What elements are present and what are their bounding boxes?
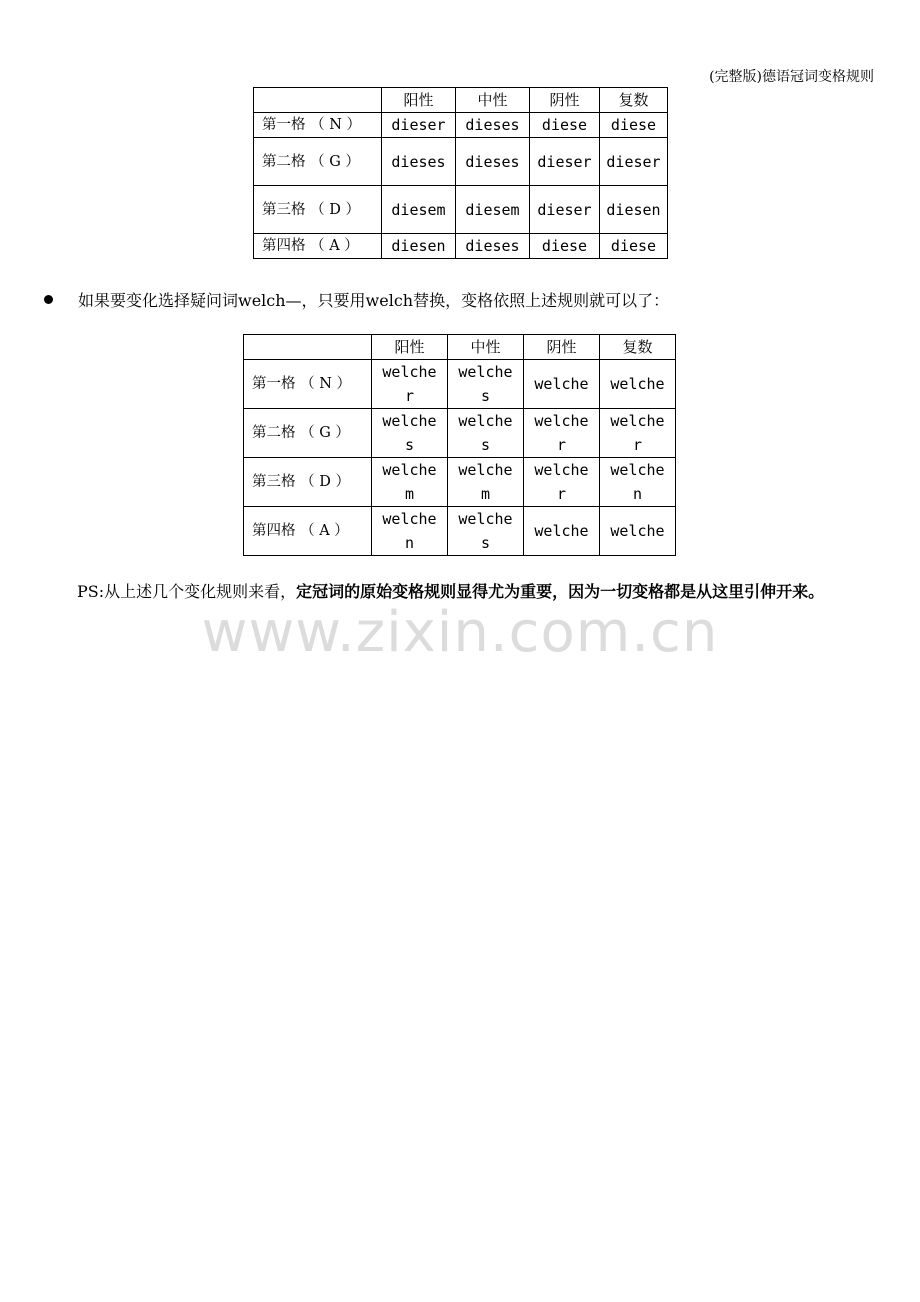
column-header-neuter: 中性 (448, 335, 524, 360)
table-cell: welches (372, 409, 448, 458)
bullet-text: 如果要变化选择疑问词welch—，只要用welch替换，变格依照上述规则就可以了： (78, 291, 670, 310)
table-row (244, 507, 676, 556)
row-label-dative: 第三格 （ D ） (244, 458, 372, 507)
column-header-plural: 复数 (600, 335, 676, 360)
table-cell: diesen (382, 234, 456, 259)
ps-note-prefix: PS:从上述几个变化规则来看， (77, 582, 297, 601)
table-cell: welche (600, 507, 676, 556)
column-header-masculine: 阳性 (372, 335, 448, 360)
table-cell: welcher (600, 409, 676, 458)
row-label-nominative: 第一格 （ N ） (254, 113, 382, 138)
table-cell: welcher (524, 458, 600, 507)
table-cell: diese (530, 113, 600, 138)
column-header-feminine: 阴性 (530, 88, 600, 113)
table-row (254, 113, 668, 138)
table-cell: welcher (524, 409, 600, 458)
column-header-masculine: 阳性 (382, 88, 456, 113)
column-header-plural: 复数 (600, 88, 668, 113)
row-label-genitive: 第二格 （ G ） (244, 409, 372, 458)
table-cell: dieses (456, 113, 530, 138)
dieser-declension-table (253, 87, 668, 259)
row-label-accusative: 第四格 （ A ） (244, 507, 372, 556)
table-cell: diese (530, 234, 600, 259)
bullet-paragraph (44, 288, 669, 311)
table-cell: welcher (372, 360, 448, 409)
table-header-row (254, 88, 668, 113)
table-header-row (244, 335, 676, 360)
table-cell: welchen (600, 458, 676, 507)
ps-note-bold: 定冠词的原始变格规则显得尤为重要，因为一切变格都是从这里引伸开来。 (296, 582, 825, 601)
row-label-accusative: 第四格 （ A ） (254, 234, 382, 259)
table-cell: diesem (456, 186, 530, 234)
table-cell: welche (524, 507, 600, 556)
table-row (244, 360, 676, 409)
bullet-icon (44, 295, 53, 304)
table-cell: dieses (456, 138, 530, 186)
table-row (254, 138, 668, 186)
column-header-neuter: 中性 (456, 88, 530, 113)
page-header-title: (完整版)德语冠词变格规则 (709, 69, 874, 85)
table-cell: diesem (382, 186, 456, 234)
table-cell: welches (448, 360, 524, 409)
table-row (244, 409, 676, 458)
table-row (254, 186, 668, 234)
watermark: www.zixin.com.cn (201, 600, 719, 665)
welcher-declension-table (243, 334, 676, 556)
table-cell: welchem (372, 458, 448, 507)
table-cell: dieses (382, 138, 456, 186)
column-header-empty (244, 335, 372, 360)
column-header-empty (254, 88, 382, 113)
table-cell: dieser (530, 186, 600, 234)
table-cell: dieses (456, 234, 530, 259)
table-row (254, 234, 668, 259)
table-cell: welche (524, 360, 600, 409)
table-cell: welchen (372, 507, 448, 556)
table-cell: welchem (448, 458, 524, 507)
column-header-feminine: 阴性 (524, 335, 600, 360)
table-cell: dieser (600, 138, 668, 186)
table-cell: diesen (600, 186, 668, 234)
row-label-genitive: 第二格 （ G ） (254, 138, 382, 186)
table-cell: dieser (530, 138, 600, 186)
table-cell: diese (600, 113, 668, 138)
table-cell: welches (448, 409, 524, 458)
table-cell: welches (448, 507, 524, 556)
table-cell: diese (600, 234, 668, 259)
row-label-nominative: 第一格 （ N ） (244, 360, 372, 409)
row-label-dative: 第三格 （ D ） (254, 186, 382, 234)
table-row (244, 458, 676, 507)
table-cell: welche (600, 360, 676, 409)
table-cell: dieser (382, 113, 456, 138)
